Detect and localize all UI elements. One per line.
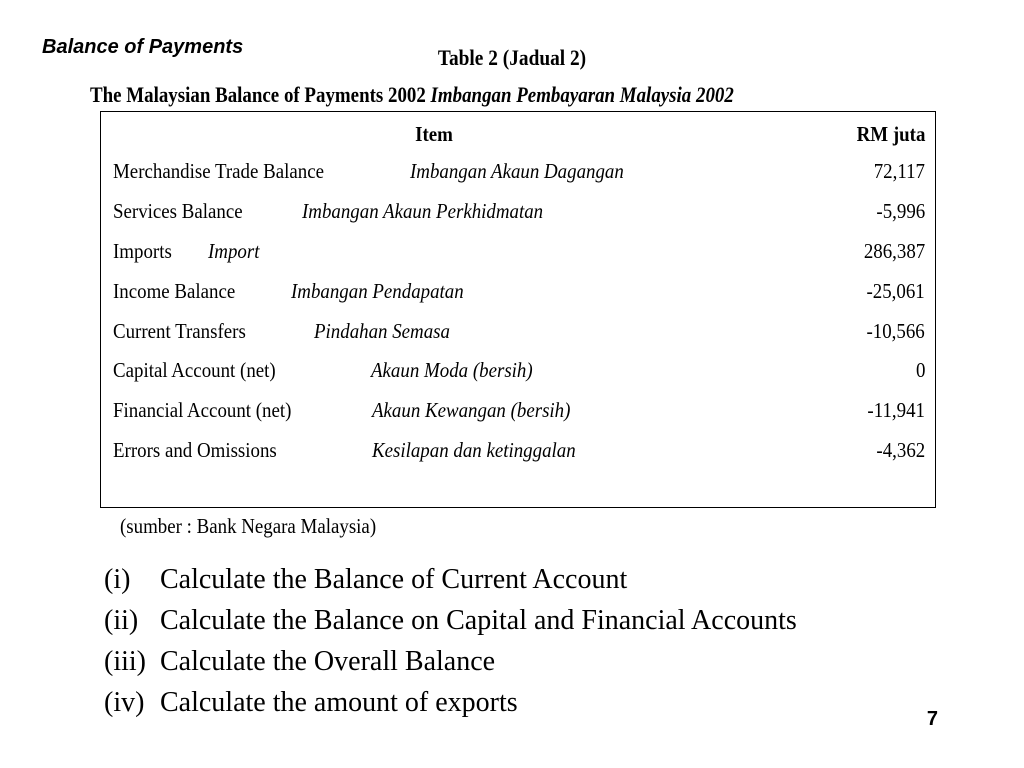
row-value: -4,362 (876, 438, 925, 462)
row-label-my: Imbangan Akaun Dagangan (410, 159, 624, 183)
row-label-my: Akaun Kewangan (bersih) (372, 398, 571, 422)
question-number: (i) (104, 564, 131, 595)
row-label-my: Akaun Moda (bersih) (371, 358, 533, 382)
row-value: -11,941 (867, 398, 925, 422)
row-label-my: Imbangan Pendapatan (291, 279, 464, 303)
header-tag: Balance of Payments (42, 36, 244, 58)
table-subtitle (90, 82, 821, 108)
row-value: -25,061 (866, 279, 925, 303)
row-label-my: Pindahan Semasa (314, 319, 450, 343)
question-text: Calculate the amount of exports (160, 687, 518, 718)
table-row (113, 438, 925, 466)
row-value: -5,996 (876, 199, 925, 223)
row-label-en: Services Balance (113, 199, 243, 223)
row-label-en: Imports (113, 239, 172, 263)
balance-table (100, 111, 936, 508)
table-row (113, 159, 925, 187)
table-row (113, 398, 925, 426)
column-header-item: Item (415, 122, 453, 146)
question-number: (iv) (104, 687, 145, 718)
table-title: Table 2 (Jadual 2) (437, 45, 587, 70)
table-subtitle-my: Imbangan Pembayaran Malaysia 2002 (430, 82, 734, 107)
table-row (113, 239, 925, 267)
row-value: -10,566 (866, 319, 925, 343)
question-text: Calculate the Overall Balance (160, 646, 496, 677)
question-text: Calculate the Balance of Current Account (160, 564, 628, 595)
table-row (113, 358, 925, 386)
row-label-en: Current Transfers (113, 319, 246, 343)
row-label-en: Capital Account (net) (113, 358, 276, 382)
column-header-value: RM juta (856, 122, 925, 146)
row-label-en: Merchandise Trade Balance (113, 159, 324, 183)
question-number: (ii) (104, 605, 139, 636)
source-note: (sumber : Bank Negara Malaysia) (120, 514, 377, 538)
table-row (113, 279, 925, 307)
row-value: 72,117 (873, 159, 925, 183)
table-subtitle-en: The Malaysian Balance of Payments 2002 (90, 82, 426, 107)
row-label-en: Financial Account (net) (113, 398, 292, 422)
row-value: 286,387 (863, 239, 925, 263)
row-label-my: Kesilapan dan ketinggalan (372, 438, 576, 462)
row-label-en: Errors and Omissions (113, 438, 277, 462)
table-row (113, 199, 925, 227)
question-number: (iii) (104, 646, 146, 677)
page-number: 7 (926, 708, 938, 730)
row-label-en: Income Balance (113, 279, 236, 303)
table-row (113, 319, 925, 347)
row-label-my: Imbangan Akaun Perkhidmatan (302, 199, 544, 223)
question-text: Calculate the Balance on Capital and Financial Accounts (160, 605, 797, 636)
row-value: 0 (915, 358, 925, 382)
row-label-my: Import (208, 239, 260, 263)
